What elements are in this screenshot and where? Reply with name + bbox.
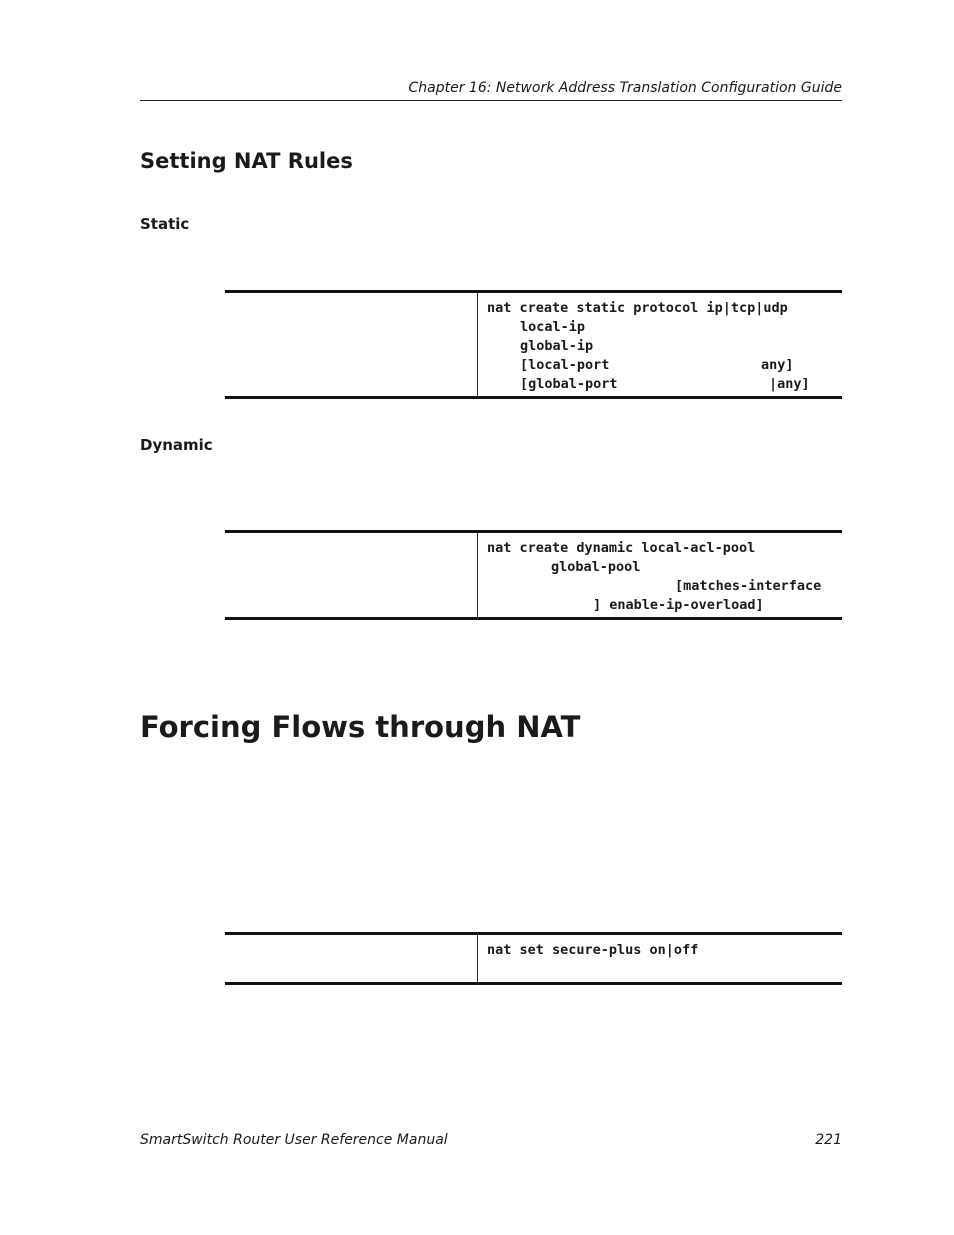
static-command-table — [225, 290, 842, 399]
code-line — [487, 375, 842, 394]
code-text: [local-port — [520, 357, 610, 373]
code-line — [487, 318, 842, 337]
header-rule — [140, 100, 842, 101]
code-line — [487, 577, 842, 596]
code-text: nat create dynamic local-acl-pool — [487, 540, 756, 556]
code-text: any] — [761, 357, 794, 373]
code-line — [487, 356, 842, 375]
code-line — [487, 299, 842, 318]
section-title-setting-nat-rules: Setting NAT Rules — [140, 149, 353, 173]
secure-plus-command-table-right-cell — [478, 935, 842, 982]
code-text: [matches-interface — [675, 578, 822, 594]
static-command-table-right-cell — [478, 293, 842, 396]
dynamic-command-table — [225, 530, 842, 620]
subheading-dynamic: Dynamic — [140, 436, 213, 454]
secure-plus-command-table-left-cell — [225, 935, 478, 982]
code-line — [487, 941, 842, 960]
footer-page-number: 221 — [815, 1132, 842, 1148]
code-text: local-ip — [520, 319, 586, 335]
subheading-static: Static — [140, 215, 190, 233]
dynamic-command-table-left-cell — [225, 533, 478, 617]
static-command-table-left-cell — [225, 293, 478, 396]
code-text: global-ip — [520, 338, 594, 354]
code-text: nat create static protocol ip|tcp|udp — [487, 300, 788, 316]
code-text: |any] — [769, 376, 810, 392]
code-line — [487, 596, 842, 615]
secure-plus-command-table — [225, 932, 842, 985]
code-line — [487, 558, 842, 577]
code-text: [global-port — [520, 376, 618, 392]
code-line — [487, 539, 842, 558]
section-title-forcing-flows: Forcing Flows through NAT — [140, 710, 581, 744]
running-head: Chapter 16: Network Address Translation Configuration Guide — [408, 80, 842, 96]
code-text: nat set secure-plus on|off — [487, 942, 699, 958]
code-text: global-pool — [551, 559, 641, 575]
dynamic-command-table-right-cell — [478, 533, 842, 617]
code-line — [487, 337, 842, 356]
code-text: ] enable-ip-overload] — [593, 597, 764, 613]
footer-manual-title: SmartSwitch Router User Reference Manual — [140, 1132, 448, 1148]
